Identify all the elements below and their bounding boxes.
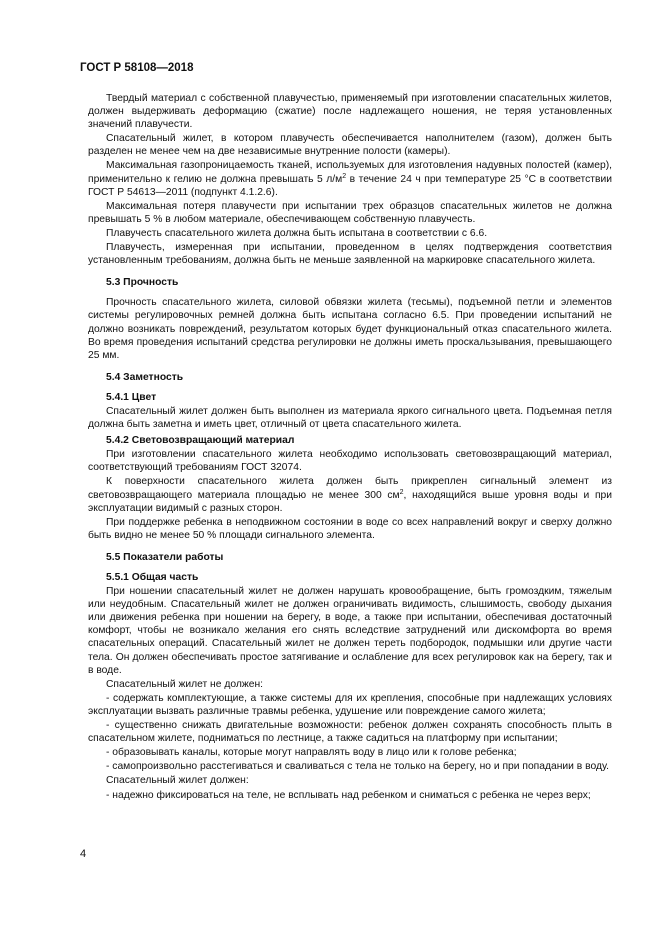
list-item: - содержать комплектующие, а также системы для их крепления, способные при надлежащих условиях эксплуатации вызвать различные травмы ребенка, удушение или повреждение самого жилета; <box>88 692 612 717</box>
section-heading-5-5: 5.5 Показатели работы <box>106 551 224 563</box>
paragraph: При изготовлении спасательного жилета необходимо использовать световозвращающий материал, соответствующий требованиям ГОСТ 32074. <box>88 449 612 474</box>
paragraph: Спасательный жилет, в котором плавучесть обеспечивается наполнителем (газом), должен быть разделен не менее чем на две независимые внутренние полости (камеры). <box>88 133 612 158</box>
page-number: 4 <box>80 848 87 860</box>
paragraph: Прочность спасательного жилета, силовой обвязки жилета (тесьмы), подъемной петли и элементов системы регулировочных ремней должна быть испытана согласно 6.5. При проведении испытаний не должно возникать повреждений, результатом которых будет функциональный отказ спасательного жилета. Во время проведения испытаний средства регулировки не должны иметь проскальзывания, превышающего 25 мм. <box>88 297 612 361</box>
paragraph: Плавучесть спасательного жилета должна быть испытана в соответствии с 6.6. <box>106 227 488 239</box>
document-body <box>88 92 612 803</box>
section-heading-5-3: 5.3 Прочность <box>106 277 179 289</box>
paragraph: При ношении спасательный жилет не должен нарушать кровообращение, быть громоздким, тяжелым или неудобным. Спасательный жилет не должен ограничивать видимость, слышимость, свободу дыхания или движения ребенка при ношении на берегу, в воде, а также при испытании, обеспечивая достаточный комфорт, чтобы не возникало желания его снять вследствие затруднений или дискомфорта во время спасательных операций. Спасательный жилет не должен тереть подбородок, подмышки или другие части тела. Он должен обеспечивать простое затягивание и ослабление для всех регулировок как на берегу, так и в воде. <box>88 586 612 676</box>
list-item: - самопроизвольно расстегиваться и сваливаться с тела не только на берегу, но и при попадании в воду. <box>106 761 609 773</box>
list-intro: Спасательный жилет должен: <box>106 775 249 787</box>
section-heading-5-4: 5.4 Заметность <box>106 371 184 383</box>
list-item: - надежно фиксироваться на теле, не всплывать над ребенком и сниматься с ребенка не через верх; <box>106 789 591 801</box>
paragraph: Твердый материал с собственной плавучестью, применяемый при изготовлении спасательных жилетов, должен выдерживать деформацию (сжатие) после надлежащего ношения, не теряя установленных значений плавучести. <box>88 93 612 131</box>
subsection-heading-5-4-2: 5.4.2 Световозвращающий материал <box>106 435 295 447</box>
paragraph: При поддержке ребенка в неподвижном состоянии в воде со всех направлений вокруг и сверху должно быть видно не менее 50 % площади сигнального элемента. <box>88 516 612 541</box>
paragraph: Максимальная потеря плавучести при испытании трех образцов спасательных жилетов не должна превышать 5 % в любом материале, обеспечивающем собственную плавучесть. <box>88 200 612 225</box>
list-item: - образовывать каналы, которые могут направлять воду в лицо или к голове ребенка; <box>106 747 517 759</box>
subsection-heading-5-5-1: 5.5.1 Общая часть <box>106 572 199 583</box>
paragraph: Спасательный жилет должен быть выполнен из материала яркого сигнального цвета. Подъемная петля должна быть заметна и иметь цвет, отличный от цвета спасательного жилета. <box>88 405 612 431</box>
subsection-heading-5-4-1: 5.4.1 Цвет <box>106 391 157 403</box>
paragraph-signal-element: К поверхности спасательного жилета должен быть прикреплен сигнальный элемент из световозвращающего материала площадью не менее 300 $см^2$, находящийся выше уровня воды и при эксплуатации видимый с разных сторон. <box>88 476 612 514</box>
paragraph: Плавучесть, измеренная при испытании, проведенном в целях подтверждения соответствия установленным требованиям, должна быть не меньше заявленной на маркировке спасательного жилета. <box>88 242 612 267</box>
document-header: ГОСТ Р 58108—2018 <box>80 62 194 74</box>
list-intro: Спасательный жилет не должен: <box>106 678 264 690</box>
paragraph-gas-permeability: Максимальная газопроницаемость тканей, используемых для изготовления надувных полостей (камер), применительно к гелию не должна превышать 5 $л/м^2$ в течение 24 ч при температуре 25 °С в соответствии ГОСТ Р 54613—2011 (подпункт 4.1.2.6). <box>88 160 612 198</box>
list-item: - существенно снижать двигательные возможности: ребенок должен сохранять способность плыть в спасательном жилете, подниматься по лестнице, а также садиться на платформу при испытании; <box>88 720 612 745</box>
